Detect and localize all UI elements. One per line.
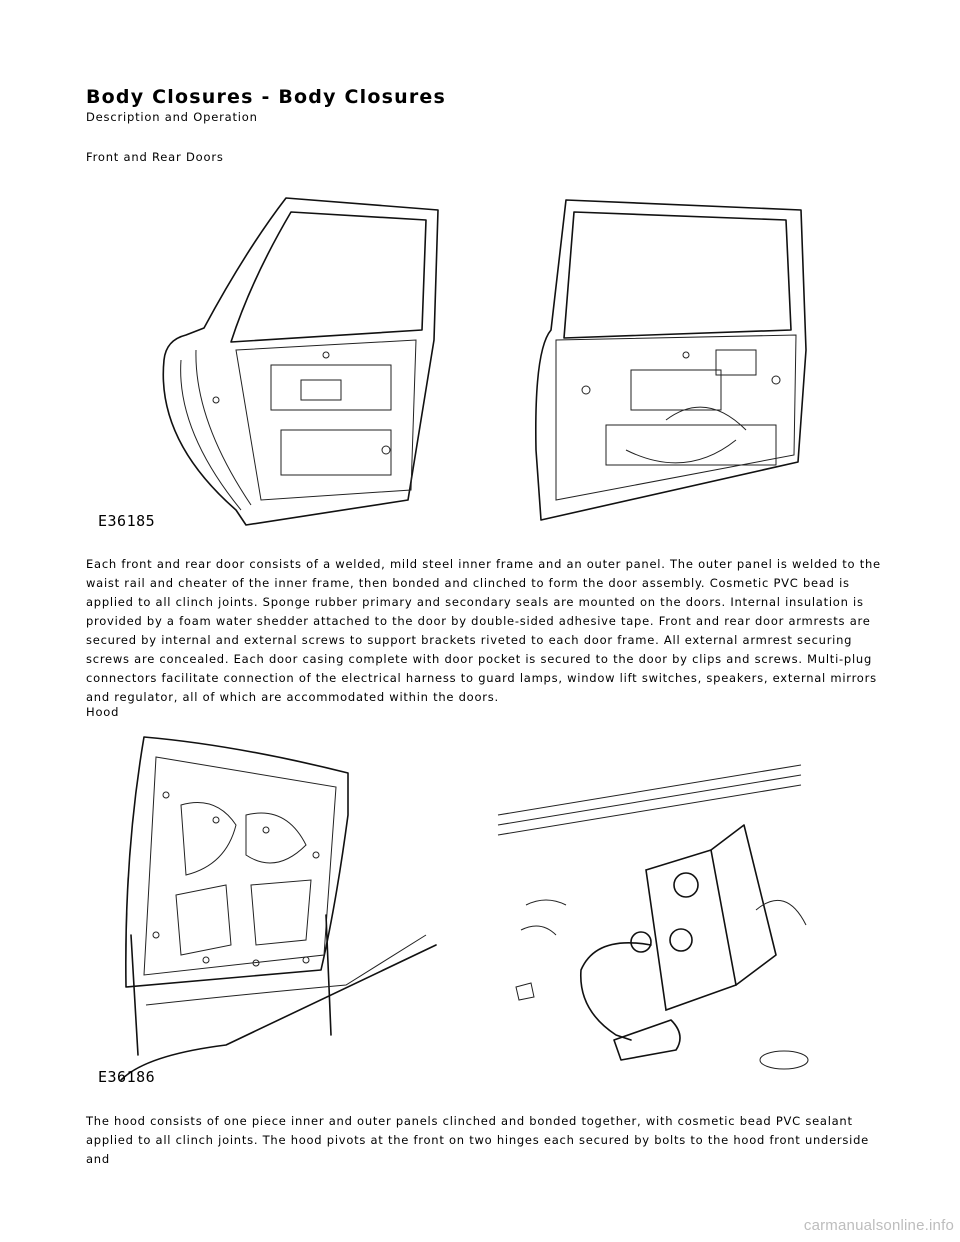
hood-open-drawing bbox=[121, 737, 436, 1080]
front-door-drawing bbox=[536, 200, 806, 520]
doors-paragraph: Each front and rear door consists of a welded, mild steel inner frame and an outer panel. The outer panel is welded to the waist rail and cheater of the inner frame, then bonded and clinched to form the door assembly. Cosmetic PVC bead is applied to all clinch joints. Sponge rubber primary and secondary seals are mounted on the doors. Internal insulation is provided by a foam water shedder attached to the door by double-sided adhesive tape. Front and rear door armrests are secured by internal and external screws to support brackets riveted to each door frame. All external armrest securing screws are concealed. Each door casing complete with door pocket is secured to the door by clips and screws. Multi-plug connectors facilitate connection of the electrical harness to guard lamps, window lift switches, speakers, external mirrors and regulator, all of which are accommodated within the doors. bbox=[86, 557, 881, 704]
section-heading-hood: Hood bbox=[86, 705, 120, 719]
hood-paragraph: The hood consists of one piece inner and outer panels clinched and bonded together, with cosmetic bead PVC sealant applied to all clinch joints. The hood pivots at the front on two hinges each secured by bolts to the hood front underside and bbox=[86, 1114, 869, 1166]
figure-doors bbox=[86, 190, 826, 530]
hood-illustration bbox=[86, 735, 826, 1090]
rear-door-drawing bbox=[163, 198, 438, 525]
doors-illustration bbox=[86, 190, 826, 530]
page-title: Body Closures - Body Closures bbox=[86, 86, 447, 108]
section-heading-doors: Front and Rear Doors bbox=[86, 150, 224, 164]
page-subtitle: Description and Operation bbox=[86, 110, 258, 124]
figure-hood bbox=[86, 735, 826, 1090]
site-watermark: carmanualsonline.info bbox=[803, 1217, 954, 1234]
figure-code-doors: E36185 bbox=[98, 512, 156, 530]
hood-hinge-drawing bbox=[498, 765, 808, 1069]
figure-code-hood: E36186 bbox=[98, 1068, 156, 1086]
